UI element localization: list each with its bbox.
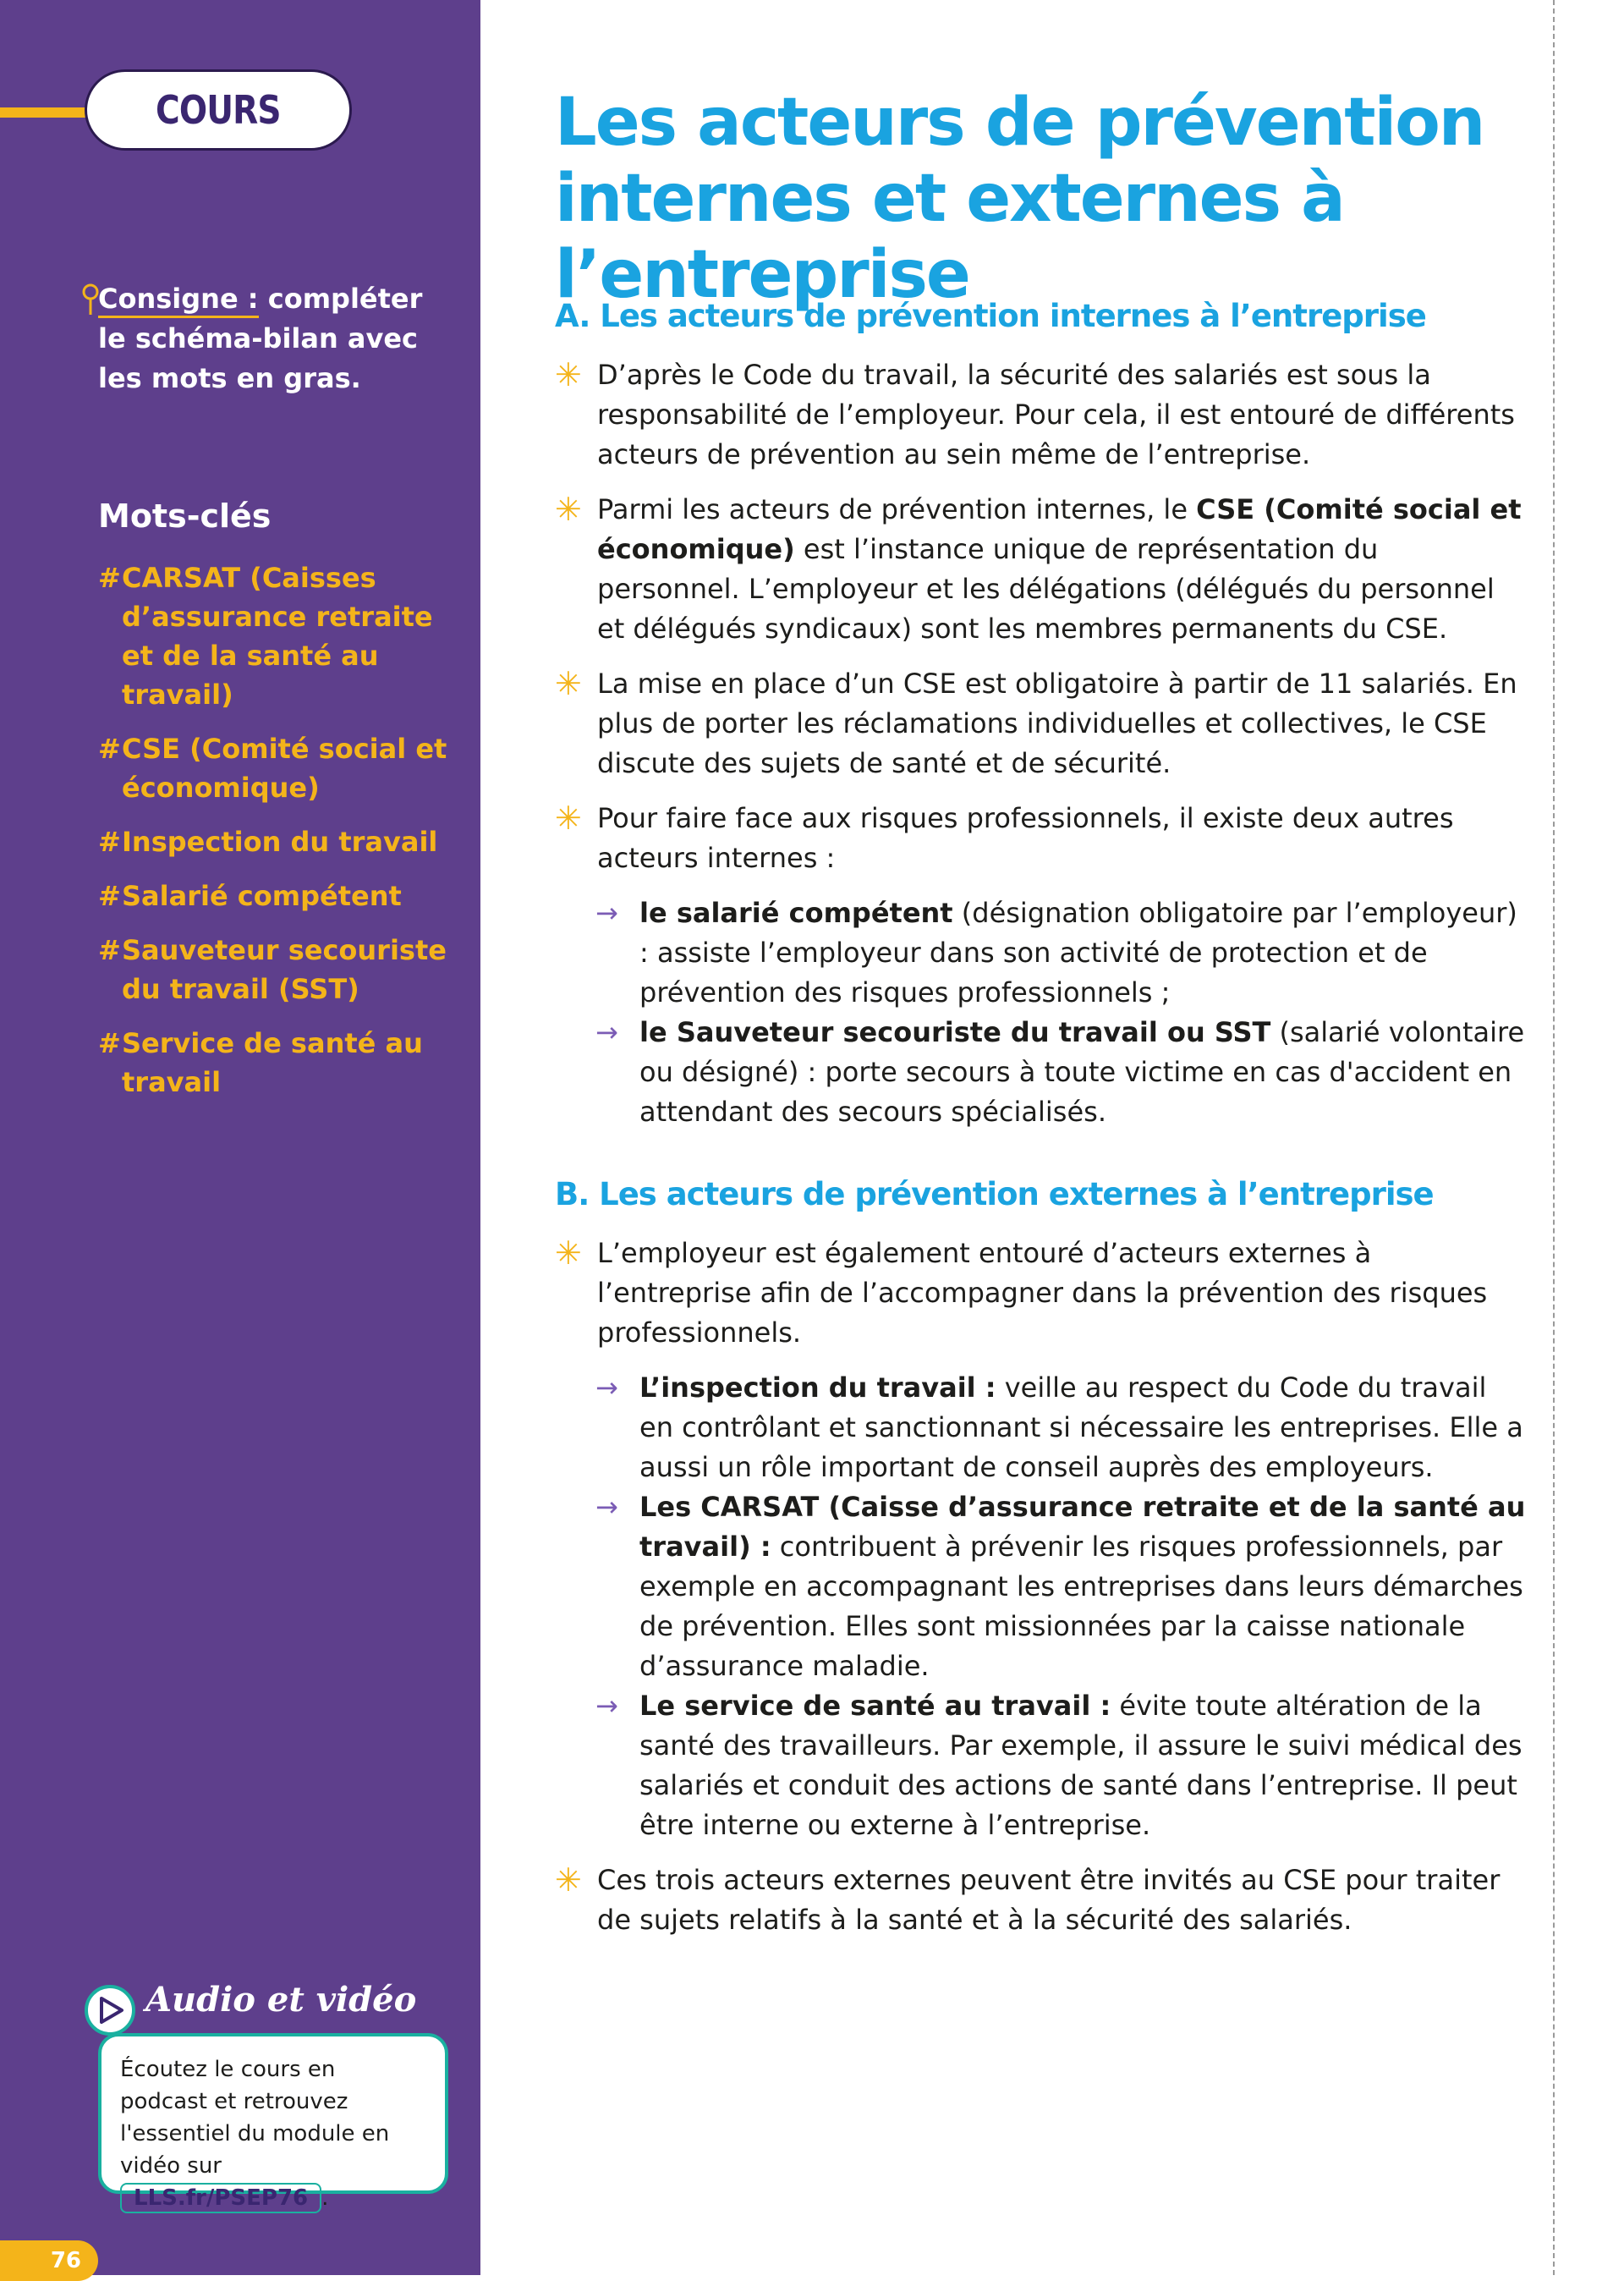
cut-line-divider xyxy=(1553,0,1555,2275)
asterisk-icon: ✳ xyxy=(555,800,582,837)
keyword-item: # Sauveteur secouriste du travail (SST) xyxy=(98,934,447,1005)
keyword-item: # Inspection du travail xyxy=(98,826,438,858)
consigne-text: compléter le schéma-bilan avec les mots en gras. xyxy=(98,283,423,394)
audio-video-title: Audio et vidéo xyxy=(145,1980,417,2020)
arrow-right-icon: → xyxy=(595,1690,618,1722)
sub-item-text: contribuent à prévenir les risques professionnels, par exemple en accompagnant les entreprises dans leurs démarches de prévention. Elles sont missionnées par la caisse nationale d’assurance maladie. xyxy=(639,1531,1523,1682)
arrow-right-icon: → xyxy=(595,1016,618,1048)
section-b-content xyxy=(555,1234,1528,1955)
keyword-label: Sauveteur secouriste du travail (SST) xyxy=(122,934,447,1005)
sub-list xyxy=(555,1368,1528,1845)
audio-video-text: Écoutez le cours en podcast et retrouvez l'essentiel du module en vidéo sur xyxy=(120,2057,390,2179)
pin-icon xyxy=(80,283,102,316)
podcast-link[interactable]: LLS.fr/PSEP76 xyxy=(120,2183,321,2213)
keyword-item: # Service de santé au travail xyxy=(98,1027,423,1098)
bullet-item xyxy=(555,490,1528,649)
page-title: Les acteurs de prévention internes et externes à l’entreprise xyxy=(555,85,1484,313)
keyword-item: # CARSAT (Caisses d’assurance retraite et de la santé au travail) xyxy=(98,562,433,711)
page-number: 76 xyxy=(0,2240,98,2281)
sub-item-bold: Le service de santé au travail : xyxy=(639,1690,1111,1722)
audio-video-box xyxy=(98,2033,448,2211)
cours-badge xyxy=(85,69,352,151)
asterisk-icon: ✳ xyxy=(555,356,582,393)
sub-item xyxy=(555,1013,1528,1132)
paragraph-post: est l’instance unique de représentation du personnel. L’employeur et les délégations (délégués du personnel et délégués syndicaux) sont les membres permanents du CSE. xyxy=(597,533,1495,645)
bullet-item xyxy=(555,799,1528,878)
sub-item-text: (désignation obligatoire par l’employeur) : assiste l’employeur dans son activité de protection et de prévention des risques professionnels ; xyxy=(639,897,1517,1009)
keyword-label: CARSAT (Caisses d’assurance retraite et de la santé au travail) xyxy=(122,562,433,711)
paragraph-pre: Parmi les acteurs de prévention internes, le xyxy=(597,493,1197,525)
section-a-content xyxy=(555,355,1528,1147)
bullet-item xyxy=(555,1234,1528,1353)
play-icon xyxy=(83,1983,137,2037)
arrow-right-icon: → xyxy=(595,1491,618,1523)
sub-item-bold: le Sauveteur secouriste du travail ou SST xyxy=(639,1016,1271,1048)
asterisk-icon: ✳ xyxy=(555,1861,582,1899)
sub-item-text: veille au respect du Code du travail en contrôlant et sanctionnant si nécessaire les entreprises. Elle a aussi un rôle important de conseil auprès des employeurs. xyxy=(639,1371,1523,1483)
sub-item-text: (salarié volontaire ou désigné) : porte secours à toute victime en cas d'accident en attendant des secours spécialisés. xyxy=(639,1016,1525,1128)
paragraph: D’après le Code du travail, la sécurité des salariés est sous la responsabilité de l’employeur. Pour cela, il est entouré de différents acteurs de prévention au sein même de l’entreprise. xyxy=(597,359,1515,470)
paragraph-bold: CSE (Comité social et économique) xyxy=(597,493,1522,565)
keyword-label: Inspection du travail xyxy=(122,826,438,858)
bullet-item xyxy=(555,664,1528,783)
keyword-label: Service de santé au travail xyxy=(122,1027,423,1098)
keyword-item: # Salarié compétent xyxy=(98,880,402,912)
paragraph: Ces trois acteurs externes peuvent être invités au CSE pour traiter de sujets relatifs à la santé et à la sécurité des salariés. xyxy=(597,1864,1501,1936)
asterisk-icon: ✳ xyxy=(555,665,582,702)
keyword-item: # CSE (Comité social et économique) xyxy=(98,733,447,804)
section-a-title: A. Les acteurs de prévention internes à l’entreprise xyxy=(555,298,1426,334)
cours-badge-label: COURS xyxy=(156,87,281,133)
paragraph: Pour faire face aux risques professionnels, il existe deux autres acteurs internes : xyxy=(597,802,1454,874)
consigne-label: Consigne : xyxy=(98,283,259,318)
arrow-right-icon: → xyxy=(595,1371,618,1404)
audio-suffix: . xyxy=(321,2185,329,2211)
bullet-item xyxy=(555,1861,1528,1940)
sub-item-bold: le salarié compétent xyxy=(639,897,953,929)
sub-item xyxy=(555,1686,1528,1845)
keywords-list xyxy=(98,558,453,1117)
bullet-item xyxy=(555,355,1528,475)
keywords-title: Mots-clés xyxy=(98,497,272,535)
sub-list xyxy=(555,893,1528,1132)
section-b-title: B. Les acteurs de prévention externes à l’entreprise xyxy=(555,1176,1434,1212)
sub-item xyxy=(555,1487,1528,1686)
asterisk-icon: ✳ xyxy=(555,491,582,528)
sub-item-bold: L’inspection du travail : xyxy=(639,1371,996,1404)
sub-item-bold: Les CARSAT (Caisse d’assurance retraite et de la santé au travail) : xyxy=(639,1491,1526,1563)
arrow-right-icon: → xyxy=(595,897,618,929)
keyword-label: Salarié compétent xyxy=(122,880,402,912)
consigne-block xyxy=(98,279,436,398)
paragraph: La mise en place d’un CSE est obligatoire à partir de 11 salariés. En plus de porter les réclamations individuelles et collectives, le CSE discute des sujets de santé et de sécurité. xyxy=(597,668,1517,779)
sub-item xyxy=(555,893,1528,1013)
paragraph: L’employeur est également entouré d’acteurs externes à l’entreprise afin de l’accompagner dans la prévention des risques professionnels. xyxy=(597,1237,1488,1349)
sub-item-text: évite toute altération de la santé des travailleurs. Par exemple, il assure le suivi médical des salariés et conduit des actions de santé dans l’entreprise. Il peut être interne ou externe à l’entreprise. xyxy=(639,1690,1522,1841)
keyword-label: CSE (Comité social et économique) xyxy=(122,733,447,804)
asterisk-icon: ✳ xyxy=(555,1234,582,1272)
sub-item xyxy=(555,1368,1528,1487)
